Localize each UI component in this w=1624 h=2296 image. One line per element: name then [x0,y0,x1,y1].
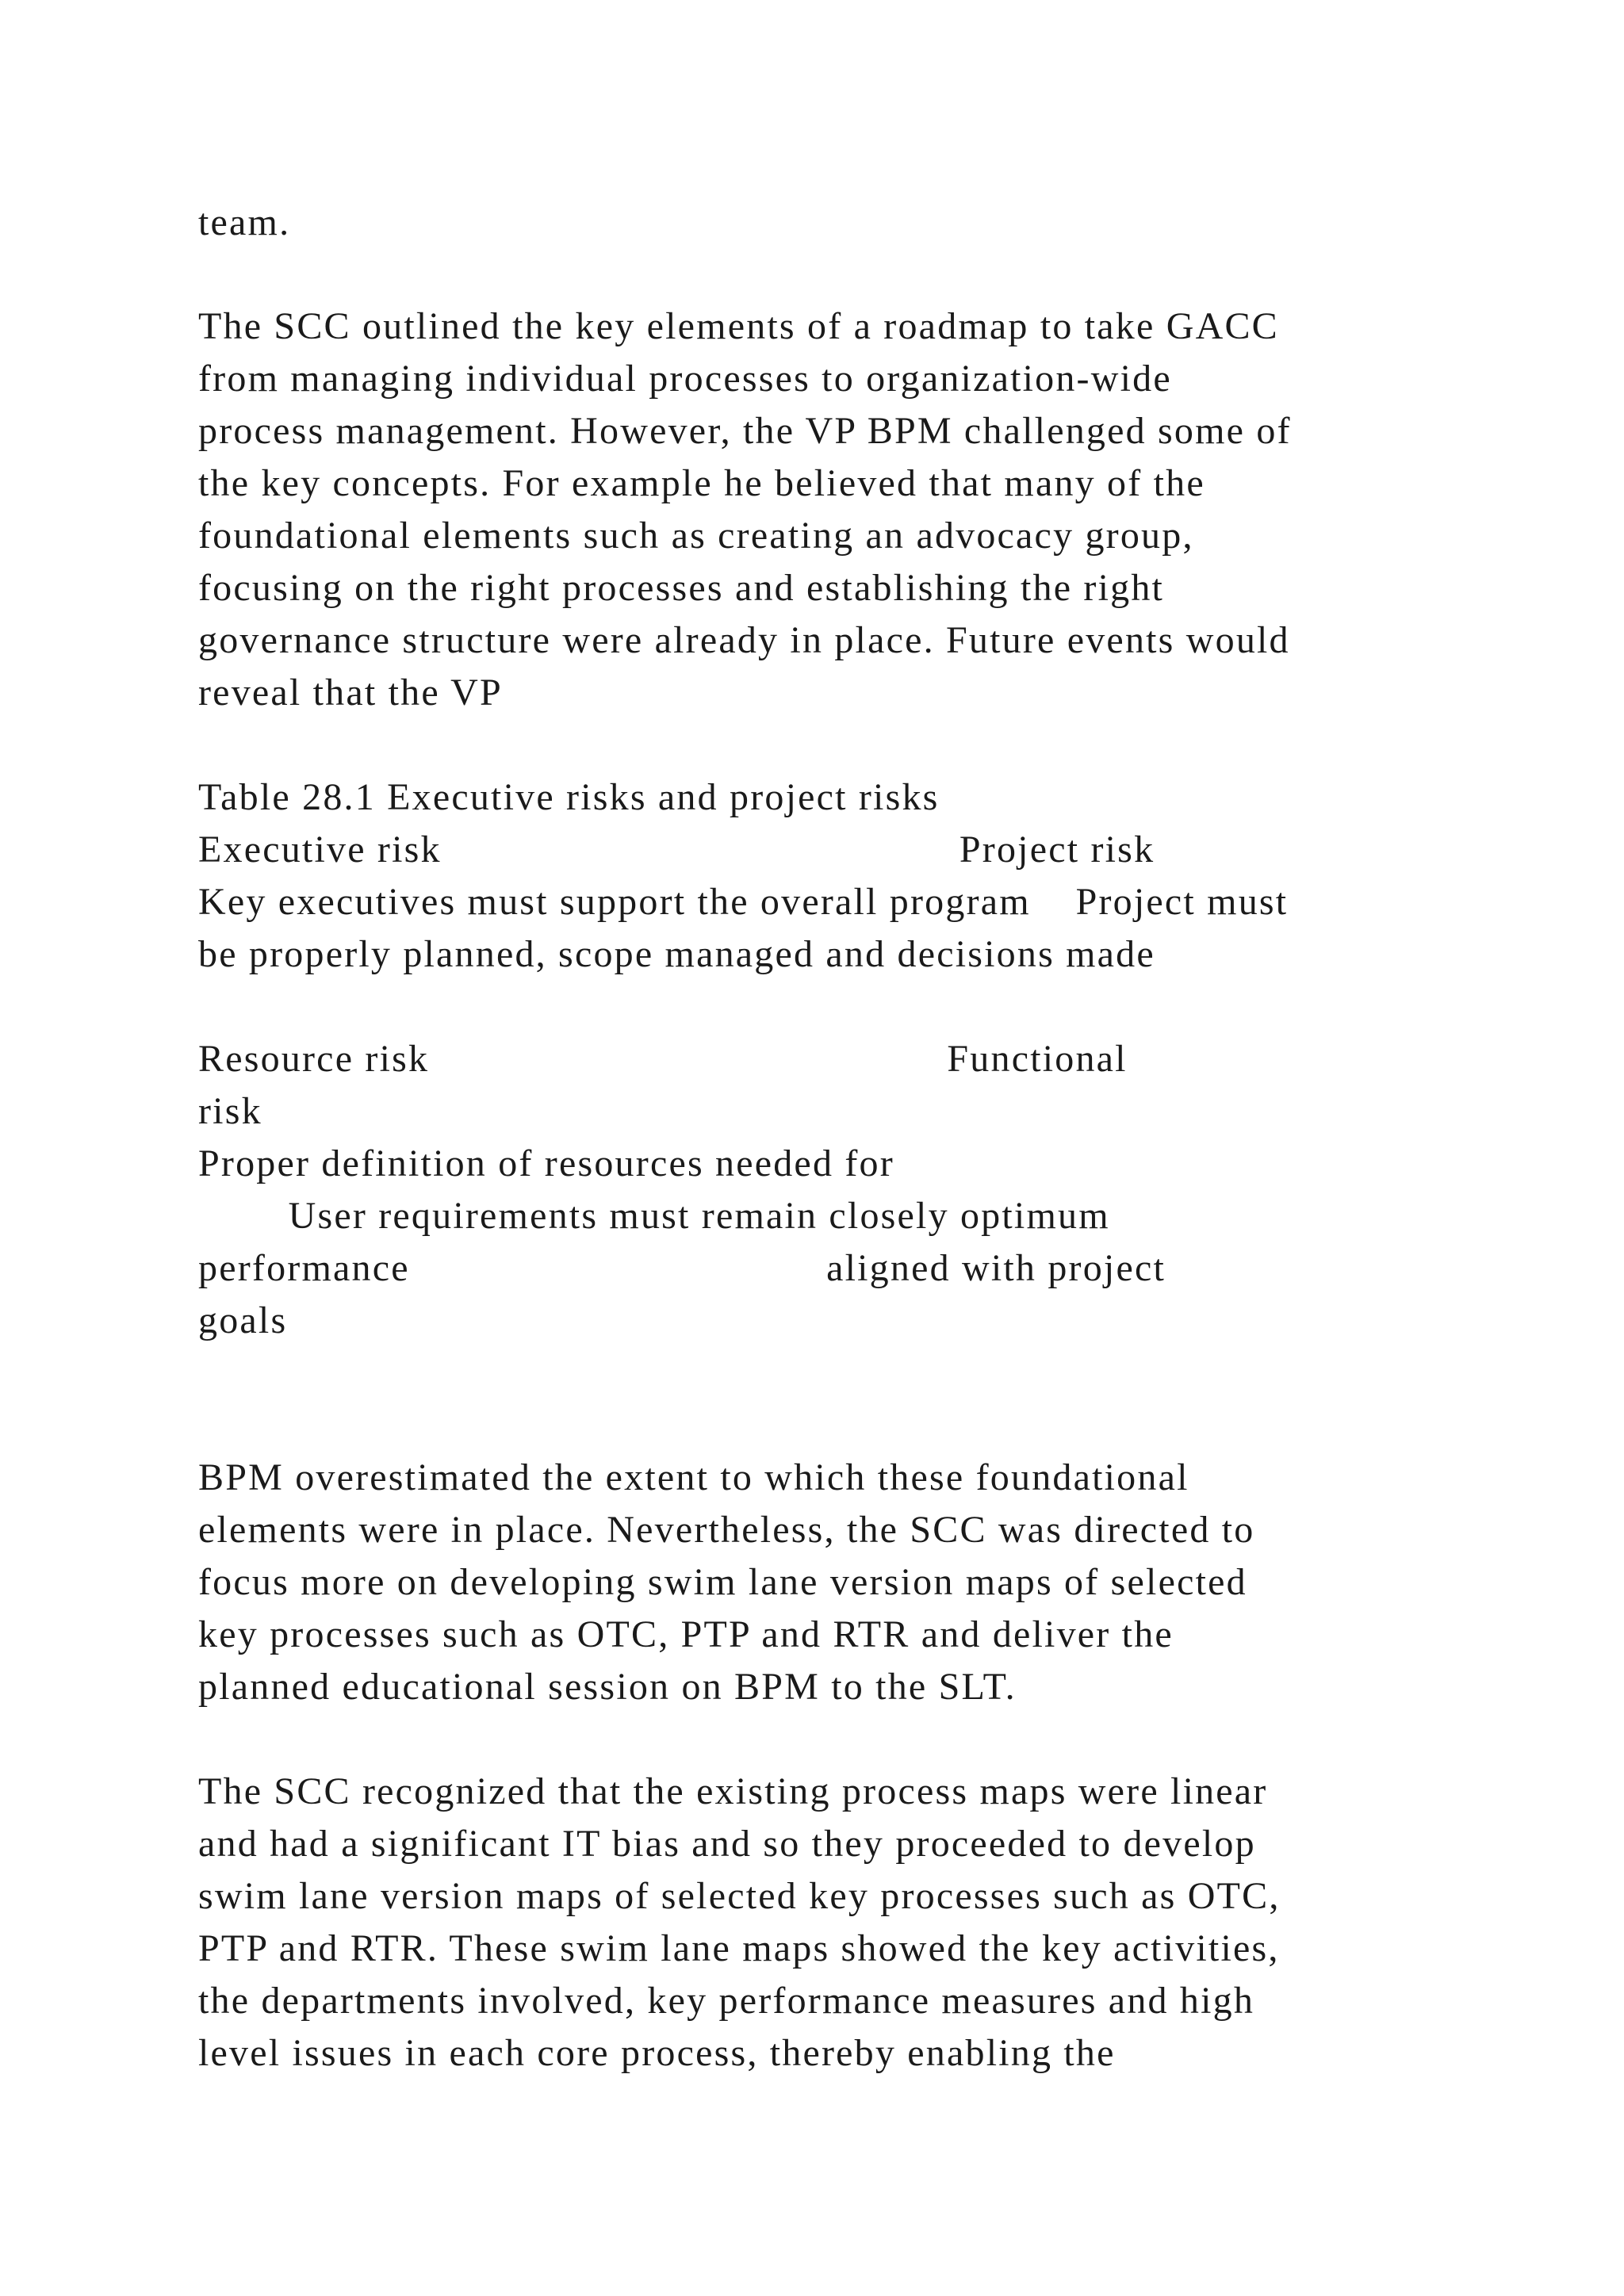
text-line: focusing on the right processes and establishing the right [198,567,1165,609]
text-line: governance structure were already in place. Future events would [198,619,1290,661]
table-row: goals [198,1299,288,1341]
text-line: the departments involved, key performance measures and high [198,1980,1255,2022]
text-line: PTP and RTR. These swim lane maps showed the key activities, [198,1927,1280,1969]
table-caption: Table 28.1 Executive risks and project risks [198,776,940,818]
table-row: be properly planned, scope managed and decisions made [198,933,1155,975]
text-line: and had a significant IT bias and so they proceeded to develop [198,1823,1256,1865]
text-line: focus more on developing swim lane version maps of selected [198,1561,1247,1603]
table-row: User requirements must remain closely optimum [198,1195,1110,1237]
text-line: swim lane version maps of selected key processes such as OTC, [198,1875,1281,1917]
text-line: planned educational session on BPM to the SLT. [198,1666,1017,1708]
table-row: risk [198,1090,262,1132]
text-line: level issues in each core process, thereby enabling the [198,2032,1116,2074]
table-row: Executive risk Project risk [198,828,1155,871]
text-line: from managing individual processes to organization-wide [198,358,1172,400]
table-row: performance aligned with project [198,1247,1166,1289]
text-line: BPM overestimated the extent to which these foundational [198,1456,1189,1498]
table-row: Resource risk Functional [198,1038,1128,1080]
text-line: key processes such as OTC, PTP and RTR and deliver the [198,1613,1174,1655]
table-row: Key executives must support the overall program Project must [198,881,1289,923]
text-line: team. [198,201,291,243]
text-line: foundational elements such as creating an advocacy group, [198,515,1194,557]
text-line: the key concepts. For example he believed that many of the [198,462,1205,504]
text-line: elements were in place. Nevertheless, the SCC was directed to [198,1509,1255,1551]
text-line: process management. However, the VP BPM challenged some of [198,410,1292,452]
text-line: reveal that the VP [198,672,503,714]
text-line: The SCC outlined the key elements of a roadmap to take GACC [198,305,1279,347]
text-line: The SCC recognized that the existing process maps were linear [198,1770,1268,1812]
table-row: Proper definition of resources needed for [198,1142,894,1184]
